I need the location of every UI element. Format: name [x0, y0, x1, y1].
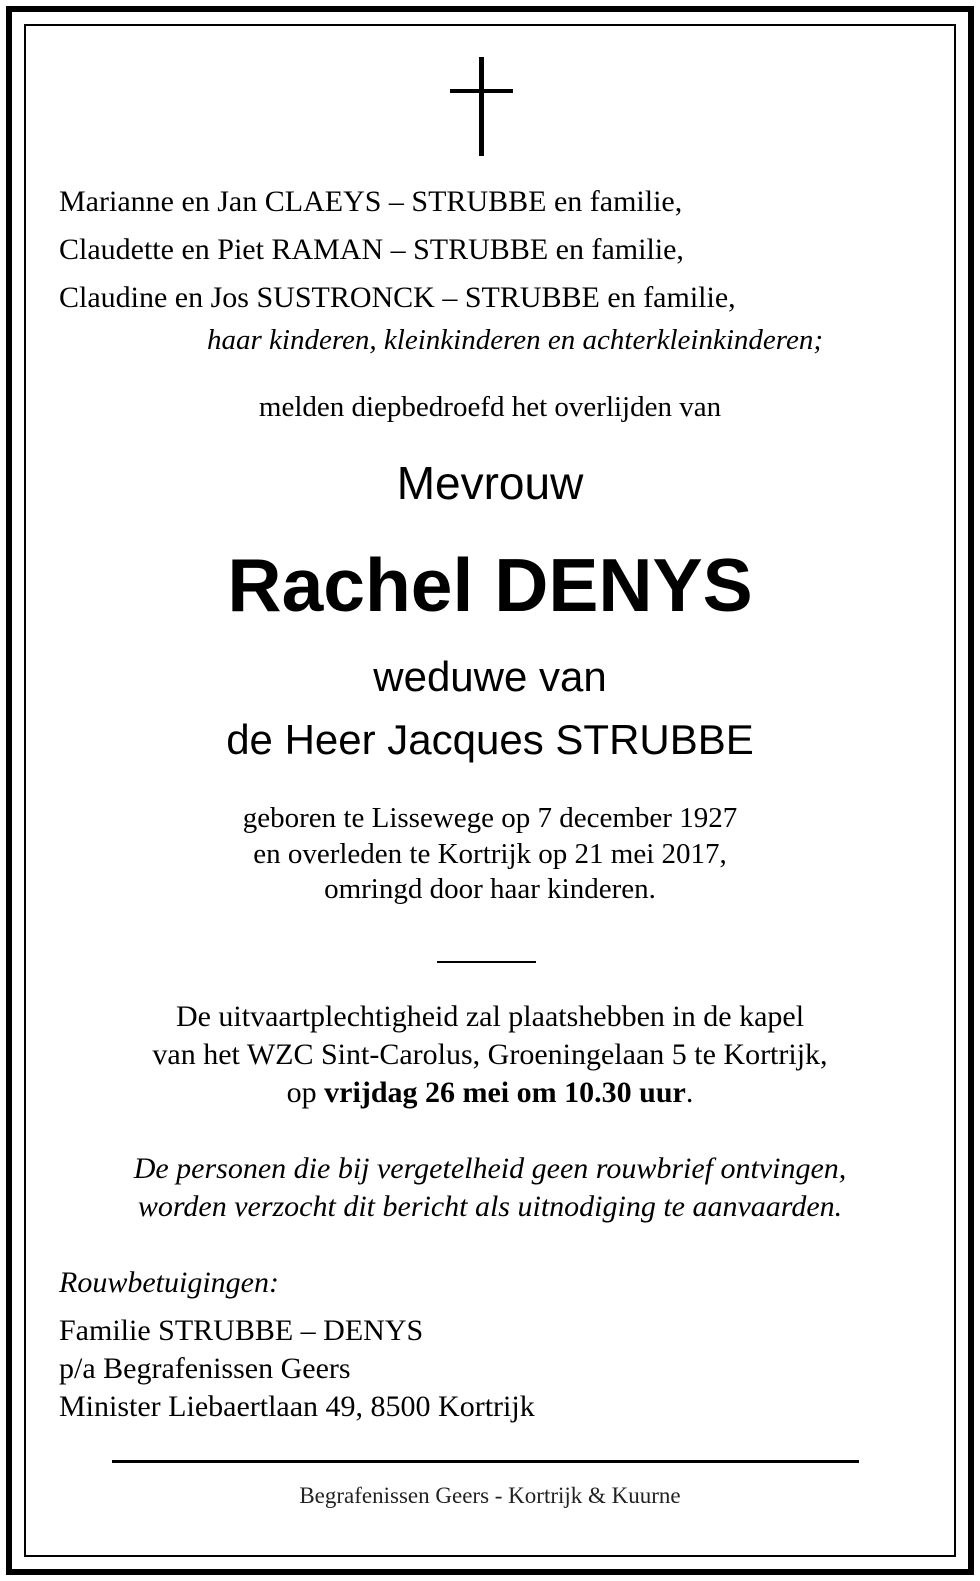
birth-line: geboren te Lissewege op 7 december 1927 — [242, 802, 738, 834]
condolences-line-2: p/a Begrafenissen Geers — [59, 1352, 351, 1385]
title-mevrouw: Mevrouw — [396, 457, 584, 509]
family-line-2: Claudette en Piet RAMAN – STRUBBE en familie, — [59, 233, 684, 266]
announcement: melden diepbedroefd het overlijden van — [258, 391, 722, 423]
short-divider — [437, 961, 536, 963]
condolences-line-3: Minister Liebaertlaan 49, 8500 Kortrijk — [59, 1390, 535, 1423]
death-line: en overleden te Kortrijk op 21 mei 2017, — [253, 838, 727, 870]
widow-of: weduwe van — [373, 653, 607, 700]
spouse-name: de Heer Jacques STRUBBE — [226, 716, 754, 763]
condolences-heading: Rouwbetuigingen: — [59, 1266, 279, 1299]
family-line-1: Marianne en Jan CLAEYS – STRUBBE en familie, — [59, 185, 683, 218]
surrounded-line: omringd door haar kinderen. — [324, 873, 656, 905]
descendants-line: haar kinderen, kleinkinderen en achterkleinkinderen; — [207, 324, 824, 356]
ceremony-suffix: . — [685, 1076, 694, 1109]
invitation-line-2: worden verzocht dit bericht als uitnodiging te aanvaarden. — [137, 1190, 843, 1223]
ceremony-line-3 — [0, 1076, 980, 1110]
condolences-line-1: Familie STRUBBE – DENYS — [59, 1314, 424, 1347]
ceremony-prefix: op — [286, 1076, 325, 1109]
ceremony-line-2: van het WZC Sint-Carolus, Groeningelaan 5 te Kortrijk, — [152, 1038, 828, 1071]
family-line-3: Claudine en Jos SUSTRONCK – STRUBBE en familie, — [59, 281, 736, 314]
ceremony-date-time: vrijdag 26 mei om 10.30 uur — [324, 1076, 686, 1109]
footer-undertaker: Begrafenissen Geers - Kortrijk & Kuurne — [299, 1483, 681, 1508]
deceased-name: Rachel DENYS — [227, 543, 753, 627]
ceremony-line-1: De uitvaartplechtigheid zal plaatshebben in de kapel — [175, 1000, 805, 1033]
invitation-line-1: De personen die bij vergetelheid geen rouwbrief ontvingen, — [133, 1152, 847, 1185]
footer-divider — [112, 1460, 859, 1463]
